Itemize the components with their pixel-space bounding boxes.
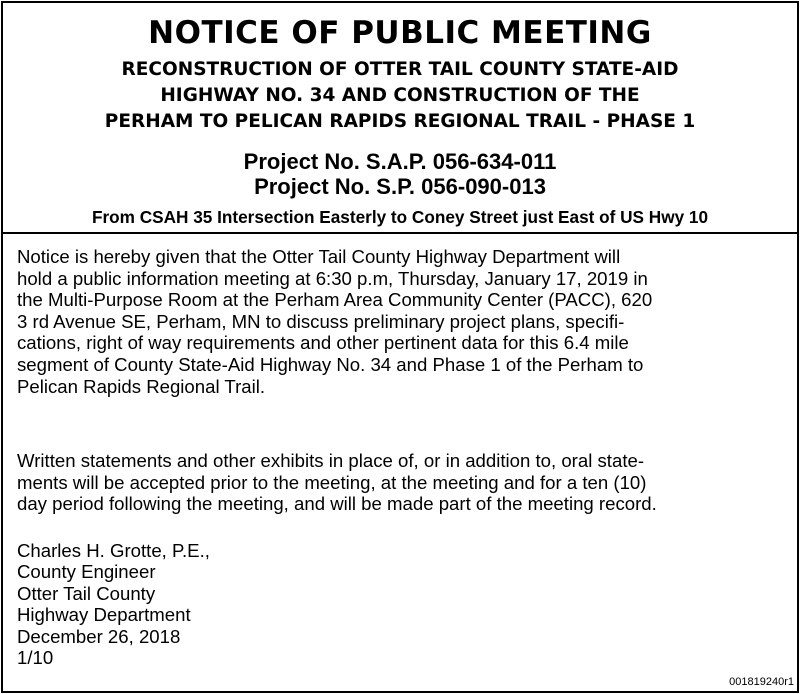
project-numbers xyxy=(3,149,797,199)
project-number-sap: Project No. S.A.P. 056-634-011 xyxy=(243,149,557,174)
meeting-notice-paragraph xyxy=(17,246,787,397)
signature-date: December 26, 2018 xyxy=(17,625,181,647)
paragraph-line: ments will be accepted prior to the meeting, at the meeting and for a ten (10) xyxy=(17,471,647,493)
signer-name: Charles H. Grotte, P.E., xyxy=(17,540,210,561)
paragraph-line: the Multi-Purpose Room at the Perham Area Community Center (PACC), 620 xyxy=(17,289,653,311)
publication-date: 1/10 xyxy=(17,647,54,669)
notice-title: NOTICE OF PUBLIC MEETING xyxy=(148,15,652,51)
paragraph-line: Pelican Rapids Regional Trail. xyxy=(17,375,266,397)
public-notice xyxy=(1,1,799,693)
signature-block xyxy=(17,540,210,668)
reference-number: 001819240r1 xyxy=(729,676,794,688)
paragraph-line: 3 rd Avenue SE, Perham, MN to discuss preliminary project plans, specifi- xyxy=(17,310,625,332)
subtitle-line: RECONSTRUCTION OF OTTER TAIL COUNTY STATE-AID xyxy=(121,59,679,80)
section-divider xyxy=(3,232,797,234)
paragraph-line: segment of County State-Aid Highway No. 34 and Phase 1 of the Perham to xyxy=(17,353,644,375)
signer-title: County Engineer xyxy=(17,561,156,583)
signer-department: Highway Department xyxy=(17,604,191,626)
subtitle-line: HIGHWAY NO. 34 AND CONSTRUCTION OF THE xyxy=(160,85,640,106)
signer-county: Otter Tail County xyxy=(17,582,156,604)
paragraph-line: day period following the meeting, and will be made part of the meeting record. xyxy=(17,493,657,515)
paragraph-line: Written statements and other exhibits in place of, or in addition to, oral state- xyxy=(17,450,645,471)
paragraph-line: Notice is hereby given that the Otter Tail County Highway Department will xyxy=(17,246,621,267)
project-number-sp: Project No. S.P. 056-090-013 xyxy=(254,174,546,199)
paragraph-line: cations, right of way requirements and other pertinent data for this 6.4 mile xyxy=(17,332,629,354)
notice-subtitle xyxy=(3,57,797,135)
paragraph-line: hold a public information meeting at 6:30 p.m, Thursday, January 17, 2019 in xyxy=(17,267,648,289)
subtitle-line: PERHAM TO PELICAN RAPIDS REGIONAL TRAIL - PHASE 1 xyxy=(104,111,696,132)
written-statements-paragraph xyxy=(17,450,787,515)
project-location: From CSAH 35 Intersection Easterly to Coney Street just East of US Hwy 10 xyxy=(91,207,709,227)
